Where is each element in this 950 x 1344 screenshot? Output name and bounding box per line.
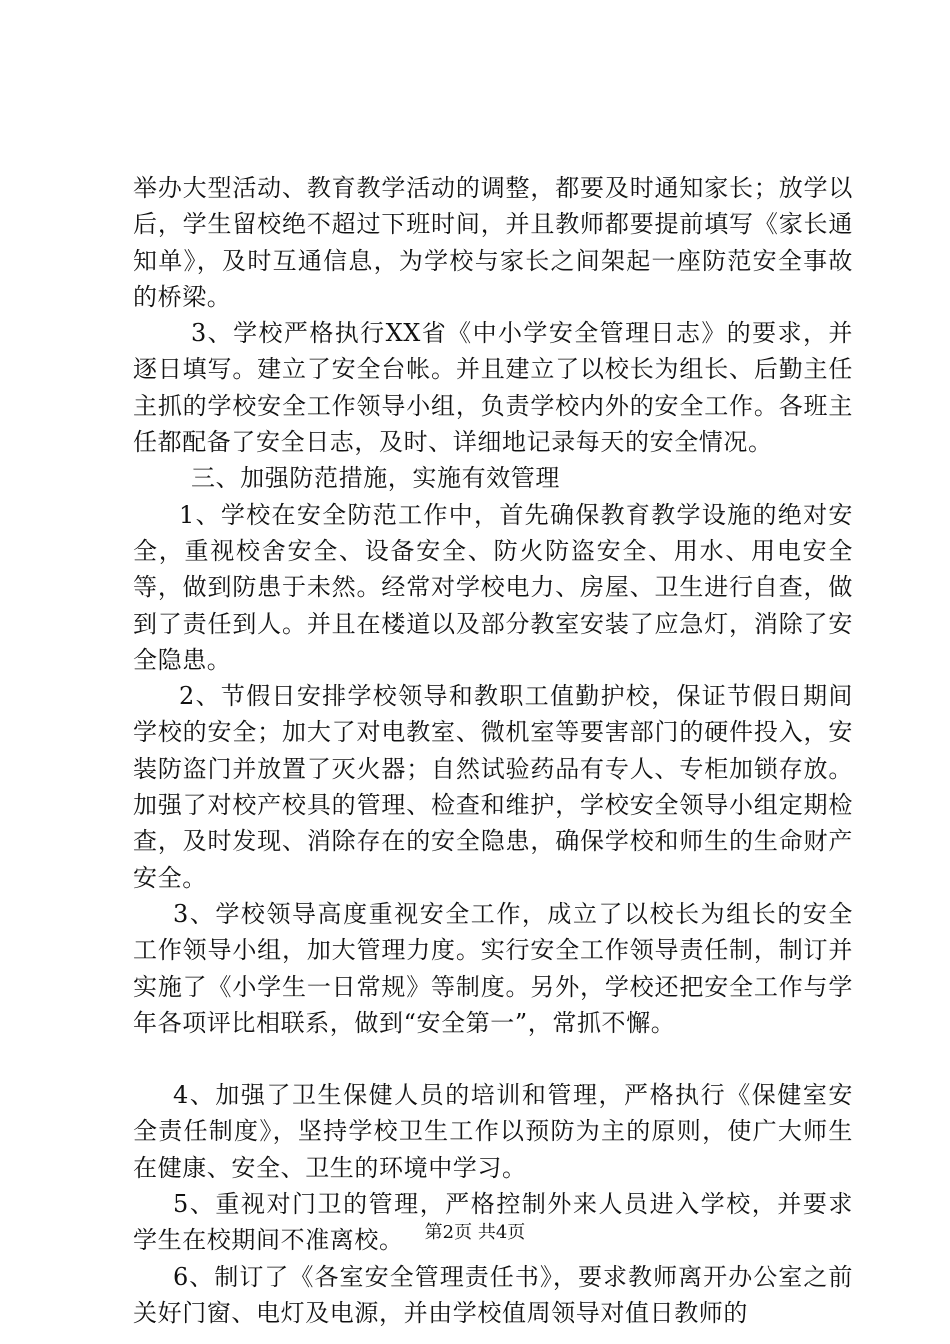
- paragraph-item-3-log: 3、学校严格执行XX省《中小学安全管理日志》的要求，并逐日填写。建立了安全台帐。并且建立了以校长为组长、后勤主任主抓的学校安全工作领导小组，负责学校内外的安全工作。各班主任都配备了安全日志，及时、详细地记录每天的安全情况。: [133, 319, 853, 457]
- paragraph-continuation: 举办大型活动、教育教学活动的调整，都要及时通知家长；放学以后，学生留校绝不超过下班时间，并且教师都要提前填写《家长通知单》，及时互通信息，为学校与家长之间架起一座防范安全事故的桥梁。: [133, 174, 853, 311]
- paragraph-item-5: 5、重视对门卫的管理，严格控制外来人员进入学校，并要求学生在校期间不准离校。: [133, 1190, 853, 1255]
- page-number-footer: 第2页 共4页: [424, 1222, 526, 1243]
- paragraph-item-6: 6、制订了《各室安全管理责任书》，要求教师离开办公室之前关好门窗、电灯及电源，并由学校值周领导对值日教师的: [133, 1262, 853, 1327]
- paragraph-item-4: 4、加强了卫生保健人员的培训和管理，严格执行《保健室安全责任制度》，坚持学校卫生工作以预防为主的原则，使广大师生在健康、安全、卫生的环境中学习。: [133, 1081, 853, 1182]
- section-heading: 三、加强防范措施，实施有效管理: [191, 464, 560, 493]
- document-body: [133, 170, 853, 1331]
- paragraph-gap: [133, 1041, 853, 1077]
- paragraph-item-2: 2、节假日安排学校领导和教职工值勤护校，保证节假日期间学校的安全；加大了对电教室、微机室等要害部门的硬件投入，安装防盗门并放置了灭火器；自然试验药品有专人、专柜加锁存放。加强了对校产校具的管理、检查和维护，学校安全领导小组定期检查，及时发现、消除存在的安全隐患，确保学校和师生的生命财产安全。: [133, 682, 853, 892]
- paragraph-item-1: 1、学校在安全防范工作中，首先确保教育教学设施的绝对安全，重视校舍安全、设备安全、防火防盗安全、用水、用电安全等，做到防患于未然。经常对学校电力、房屋、卫生进行自查，做到了责任到人。并且在楼道以及部分教室安装了应急灯，消除了安全隐患。: [133, 500, 853, 674]
- paragraph-item-3: 3、学校领导高度重视安全工作，成立了以校长为组长的安全工作领导小组，加大管理力度。实行安全工作领导责任制，制订并实施了《小学生一日常规》等制度。另外，学校还把安全工作与学年各项评比相联系，做到“安全第一”，常抓不懈。: [133, 899, 853, 1037]
